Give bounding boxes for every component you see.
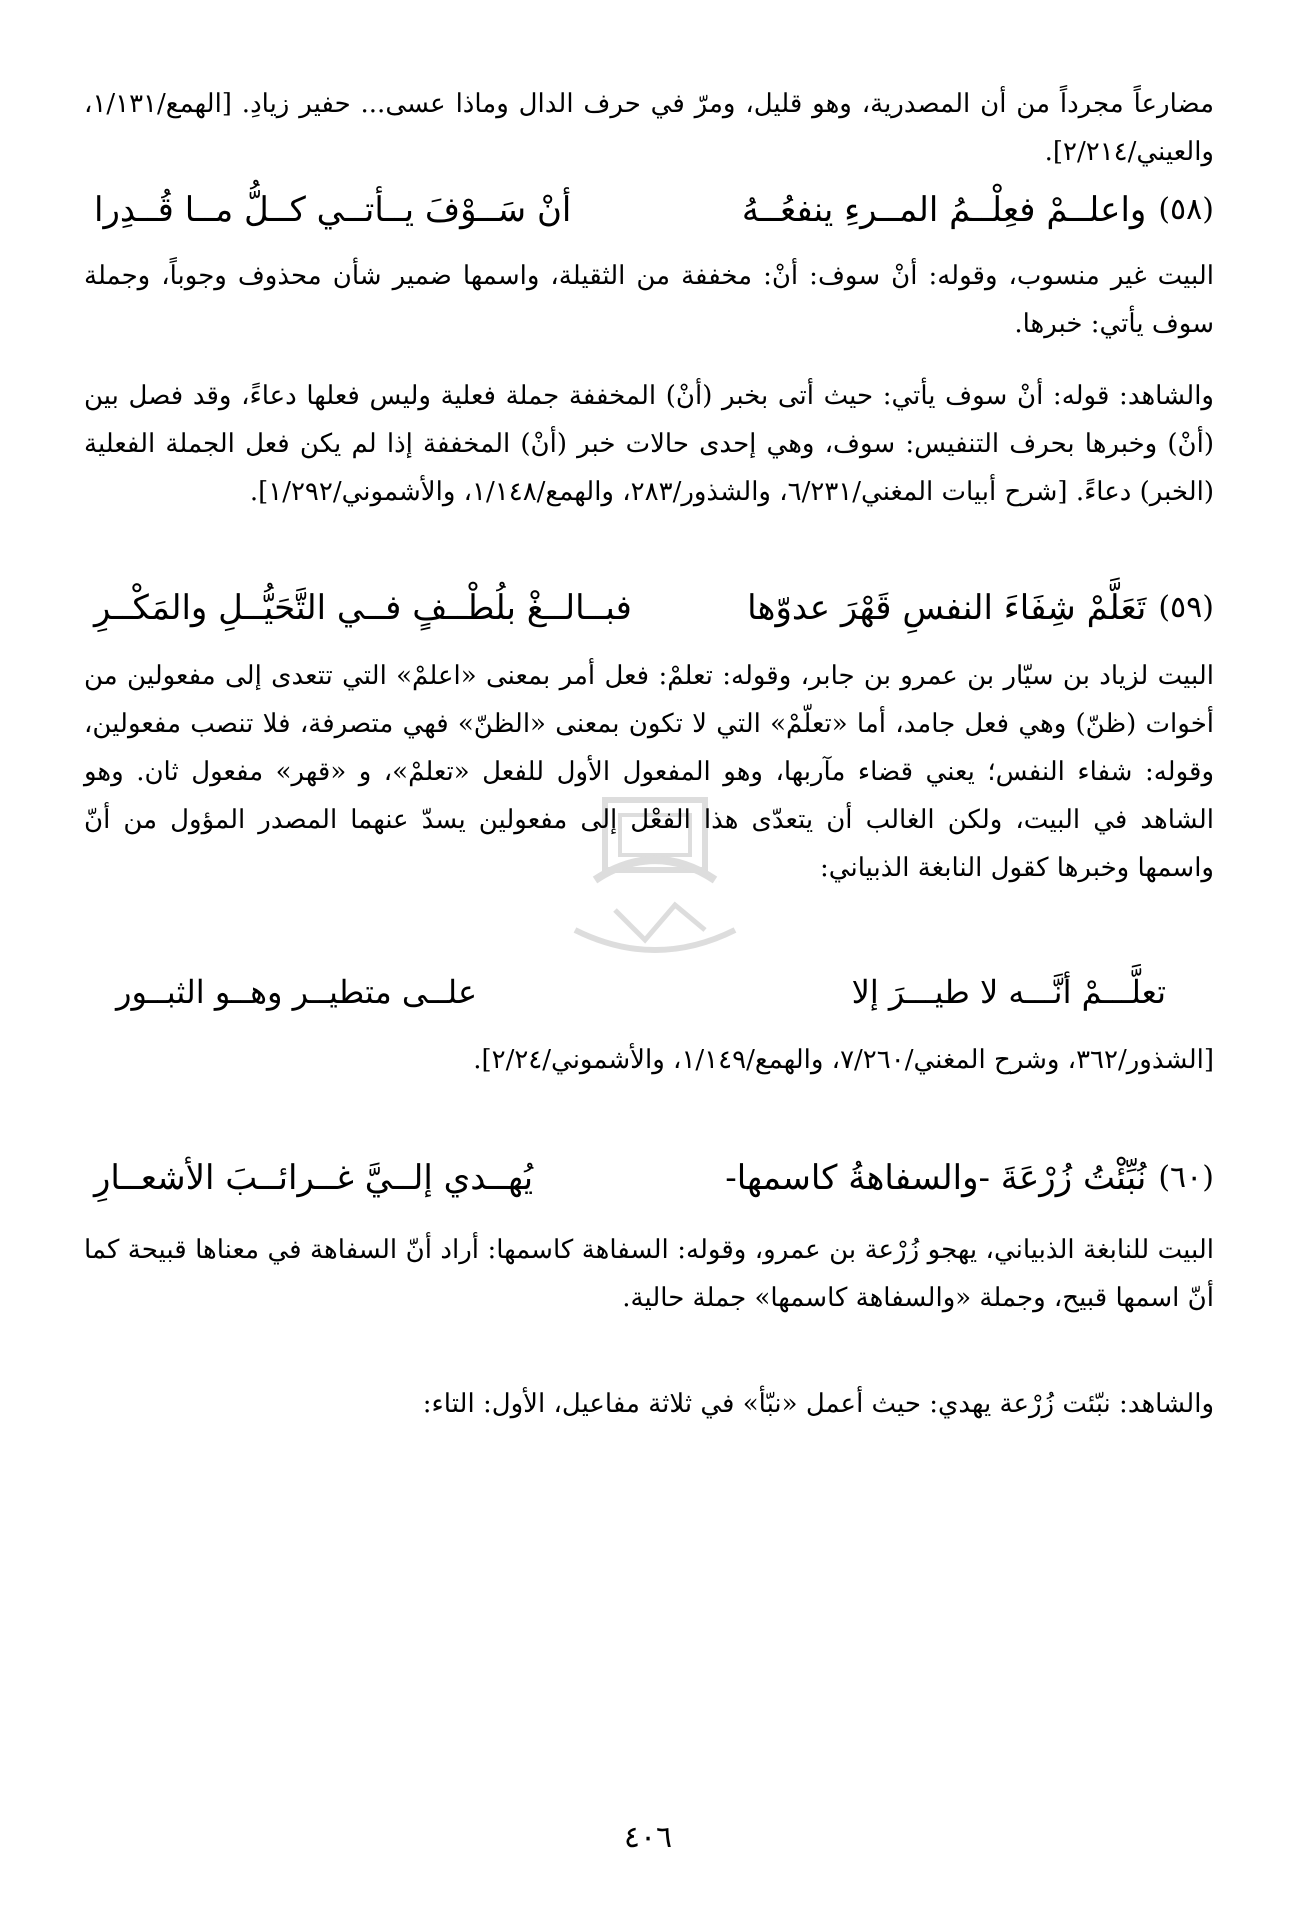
verse-second-hemistich: أنْ سَــوْفَ يــأتــي كــلُّ مــا قُــدِرا bbox=[94, 190, 572, 230]
verse-59-commentary: البيت لزياد بن سيّار بن عمرو بن جابر، وقوله: تعلمْ: فعل أمر بمعنى «اعلمْ» التي تتعدى إلى مفعولين من أخوات (ظنّ) وهي فعل جامد، أما «تعلّمْ» التي لا تكون بمعنى «الظنّ» فهي متصرفة، فلا تنصب مفعولين، وقوله: شفاء النفس؛ يعني قضاء مآربها، وهو المفعول الأول للفعل «تعلمْ»، و «قهر» مفعول ثان. وهو الشاهد في البيت، ولكن الغالب أن يتعدّى هذا الفعْل إلى مفعولين يسدّ عنهما المصدر المؤول من أنّ واسمها وخبرها كقول النابغة الذبياني: bbox=[84, 661, 1214, 883]
verse-first-hemistich: واعلــمْ فعِلْــمُ المــرءِ ينفعُــهُ bbox=[741, 190, 1147, 230]
verse-number: (٥٩) bbox=[1158, 590, 1214, 625]
verse-58 bbox=[84, 182, 1214, 238]
quoted-second-hemistich: علــى متطيــر وهــو الثبــور bbox=[116, 973, 478, 1011]
verse-number: (٦٠) bbox=[1158, 1160, 1214, 1195]
verse-second-hemistich: يُهــدي إلــيَّ غــرائــبَ الأشعــارِ bbox=[94, 1158, 534, 1198]
verse-first-hemistich: تَعَلَّمْ شِفَاءَ النفسِ قَهْرَ عدوّها bbox=[747, 588, 1147, 628]
verse-58-evidence: والشاهد: قوله: أنْ سوف يأتي: حيث أتى بخبر (أنْ) المخففة جملة فعلية وليس فعلها دعاءً، وقد فصل بين (أنْ) وخبرها بحرف التنفيس: سوف، وهي إحدى حالات خبر (أنْ) المخففة إذا لم يكن فعل الجملة الفعلية (الخبر) دعاءً. [شرح أبيات المغني/٦/٢٣١، والشذور/٢٨٣، والهمع/١/١٤٨، والأشموني/١/٢٩٢]. bbox=[84, 381, 1214, 507]
verse-first-hemistich: نُبِّئْتُ زُرْعَةَ -والسفاهةُ كاسمها- bbox=[725, 1158, 1147, 1198]
verse-60 bbox=[84, 1150, 1214, 1206]
verse-59 bbox=[84, 580, 1214, 636]
verse-59-references: [الشذور/٣٦٢، وشرح المغني/٧/٢٦٠، والهمع/١/١٤٩، والأشموني/٢/٢٤]. bbox=[473, 1045, 1214, 1075]
quoted-first-hemistich: تعلَّـــمْ أنَّـــه لا طيـــرَ إلا bbox=[851, 973, 1166, 1011]
quoted-verse bbox=[116, 964, 1166, 1020]
paragraph-continuation: مضارعاً مجرداً من أن المصدرية، وهو قليل، ومرّ في حرف الدال وماذا عسى... حفير زيادِ. [الهمع/١/١٣١، والعيني/٢/٢١٤]. bbox=[84, 89, 1214, 167]
verse-number: (٥٨) bbox=[1158, 192, 1214, 227]
verse-58-commentary: البيت غير منسوب، وقوله: أنْ سوف: أنْ: مخففة من الثقيلة، واسمها ضمير شأن محذوف وجوباً، وجملة سوف يأتي: خبرها. bbox=[84, 261, 1214, 339]
verse-60-commentary: البيت للنابغة الذبياني، يهجو زُرْعة بن عمرو، وقوله: السفاهة كاسمها: أراد أنّ السفاهة في معناها قبيحة كما أنّ اسمها قبيح، وجملة «والسفاهة كاسمها» جملة حالية. bbox=[84, 1235, 1214, 1313]
verse-60-evidence: والشاهد: نبّئت زُرْعة يهدي: حيث أعمل «نبّأ» في ثلاثة مفاعيل، الأول: التاء: bbox=[422, 1389, 1214, 1419]
verse-second-hemistich: فبــالــغْ بلُطْــفٍ فــي التَّحَيُّــلِ والمَكْــرِ bbox=[94, 588, 632, 628]
page-number: ٤٠٦ bbox=[623, 1820, 673, 1855]
